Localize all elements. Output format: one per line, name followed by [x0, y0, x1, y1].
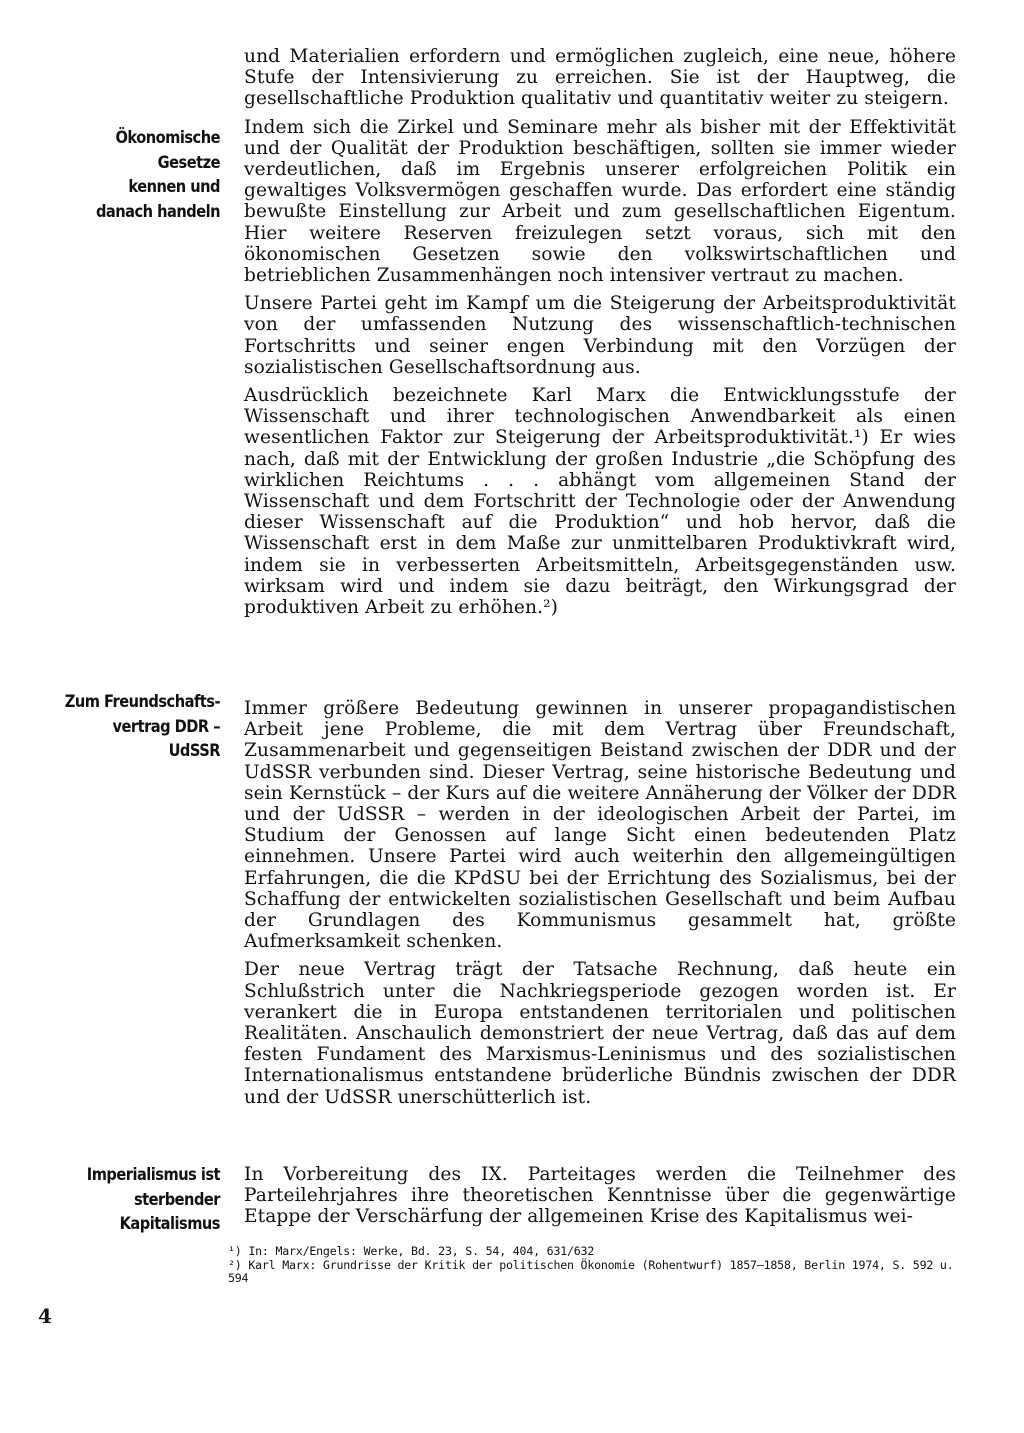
- page-number: 4: [38, 1304, 52, 1328]
- paragraph: Unsere Partei geht im Kampf um die Steigerung der Arbeitsproduktivität von der umfassenden Nutzung des wissenschaftlich-technischen Fortschritts und seiner engen Verbindung mit den Vorzügen der sozialistischen Gesellschaftsordnung aus.: [244, 293, 956, 378]
- sidenote-line: kennen und: [128, 177, 220, 197]
- sidenote-freundschaftsvertrag: [57, 690, 220, 764]
- sidenote-line: Kapitalismus: [119, 1214, 220, 1234]
- footnote: ²) Karl Marx: Grundrisse der Kritik der politischen Ökonomie (Rohentwurf) 1857–1858, Berlin 1974, S. 592 u. 594: [228, 1257, 954, 1285]
- footnotes: [228, 1245, 958, 1286]
- footnote: ¹) In: Marx/Engels: Werke, Bd. 23, S. 54, 404, 631/632: [228, 1244, 595, 1258]
- paragraph: Ausdrücklich bezeichnete Karl Marx die Entwicklungsstufe der Wissenschaft und ihrer technologischen Anwendbarkeit als einen wesentlichen Faktor zur Steigerung der Arbeitsproduktivität.¹) Er wies nach, daß mit der Entwicklung der großen Industrie „die Schöpfung des wirklichen Reichtums . . . abhängt vom allgemeinen Stand der Wissenschaft und dem Fortschritt der Technologie oder der Anwendung dieser Wissenschaft auf die Produktion“ und hob hervor, daß die Wissenschaft erst in dem Maße zur unmittelbaren Produktivkraft wird, indem sie in verbesserten Arbeitsmitteln, Arbeitsgegenständen usw. wirksam wird und indem sie dazu beiträgt, den Wirkungsgrad der produktiven Arbeit zu erhöhen.²): [244, 385, 956, 619]
- body-text-column-3: [244, 1164, 956, 1228]
- paragraph: Der neue Vertrag trägt der Tatsache Rechnung, daß heute ein Schlußstrich unter die Nachkriegsperiode gezogen worden ist. Er verankert die in Europa entstandenen territorialen und politischen Realitäten. Anschaulich demonstriert der neue Vertrag, daß das auf dem festen Fundament des Marxismus-Leninismus und des sozialistischen Internationalismus entstandene brüderliche Bündnis zwischen der DDR und der UdSSR unerschütterlich ist.: [244, 959, 956, 1108]
- paragraph: Immer größere Bedeutung gewinnen in unserer propagandistischen Arbeit jene Probleme, die mit dem Vertrag über Freundschaft, Zusammenarbeit und gegenseitigen Beistand zwischen der DDR und der UdSSR verbunden sind. Dieser Vertrag, seine historische Bedeutung und sein Kernstück – der Kurs auf die weitere Annäherung der Völker der DDR und der UdSSR – werden in der ideologischen Arbeit der Partei, im Studium der Genossen auf lange Sicht einen bedeutenden Platz einnehmen. Unsere Partei wird auch weiterhin den allgemeingültigen Erfahrungen, die die KPdSU bei der Errichtung des Sozialismus, bei der Schaffung der entwickelten sozialistischen Gesellschaft und beim Aufbau der Grundlagen des Kommunismus gesammelt hat, größte Aufmerksamkeit schenken.: [244, 698, 956, 953]
- sidenote-oekonomische-gesetze: [57, 126, 220, 224]
- sidenote-line: danach handeln: [95, 201, 220, 222]
- sidenote-line: Ökonomische Gesetze: [115, 128, 220, 173]
- body-text-column: [244, 46, 956, 625]
- paragraph: Indem sich die Zirkel und Seminare mehr als bisher mit der Effektivität und der Qualität der Produktion beschäftigen, sollten sie immer wieder verdeutlichen, daß im Ergebnis unserer erfolgreichen Politik ein gewaltiges Volksvermögen geschaffen wurde. Das erfordert eine ständig bewußte Einstellung zur Arbeit und zum gesellschaftlichen Eigentum. Hier weitere Reserven freizulegen setzt voraus, sich mit den ökonomischen Gesetzen sowie den volkswirtschaftlichen und betrieblichen Zusammenhängen noch intensiver vertraut zu machen.: [244, 116, 956, 287]
- body-text-column-2: [244, 698, 956, 1115]
- paragraph: In Vorbereitung des IX. Parteitages werden die Teilnehmer des Parteilehrjahres ihre theoretischen Kenntnisse über die gegenwärtige Etappe der Verschärfung der allgemeinen Krise des Kapitalismus wei-: [244, 1164, 956, 1228]
- sidenote-line: Imperialismus ist: [86, 1165, 220, 1185]
- sidenote-line: sterbender: [133, 1189, 220, 1210]
- sidenote-imperialismus: [57, 1163, 220, 1237]
- sidenote-line: Zum Freundschafts-: [64, 692, 220, 712]
- sidenote-line: vertrag DDR – UdSSR: [112, 716, 220, 761]
- paragraph: und Materialien erfordern und ermöglichen zugleich, eine neue, höhere Stufe der Intensivierung zu erreichen. Sie ist der Hauptweg, die gesellschaftliche Produktion qualitativ und quantitativ weiter zu steigern.: [244, 46, 956, 110]
